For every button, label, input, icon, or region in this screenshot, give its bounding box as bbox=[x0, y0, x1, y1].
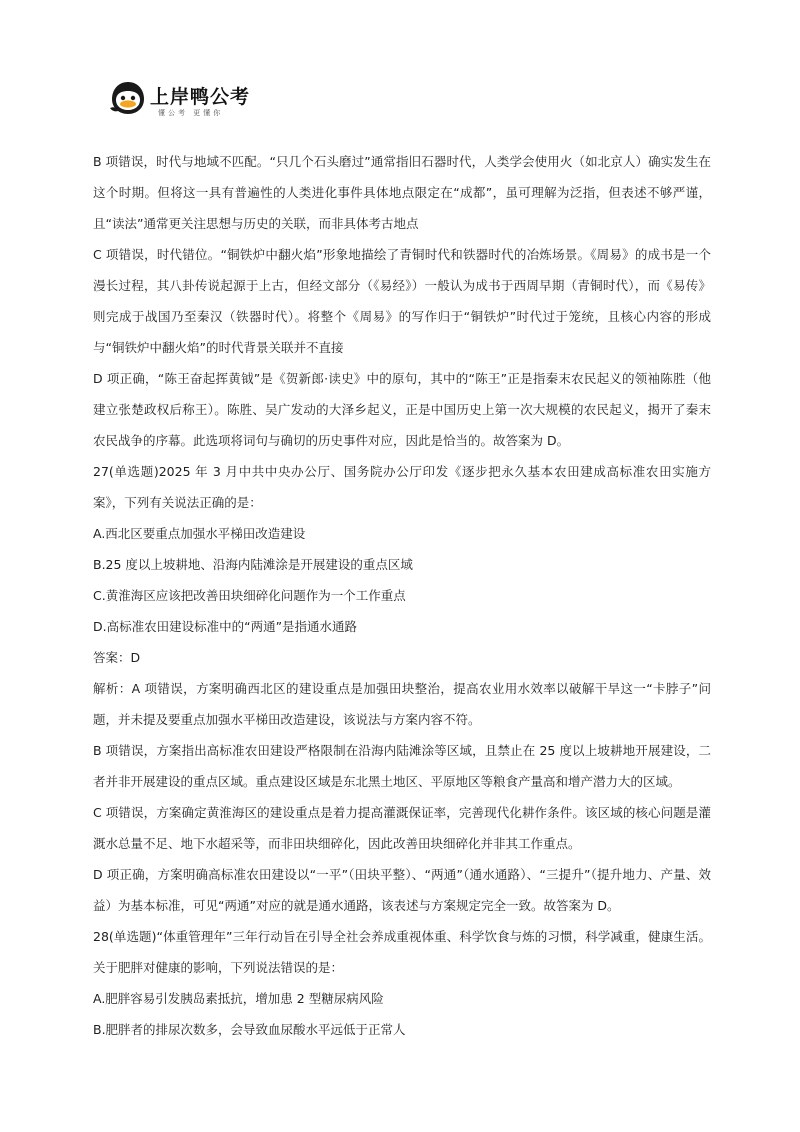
question-27-option-a: A.西北区要重点加强水平梯田改造建设 bbox=[93, 526, 306, 541]
analysis-option-b: B 项错误，时代与地域不匹配。“只几个石头磨过”通常指旧石器时代，人类学会使用火（如北京人）确实发生在这个时期。但将这一具有普遍性的人类进化事件具体地点限定在“成都”，虽可理解为泛指，但表述不够严谨，且“读法”通常更关注思想与历史的关联，而非具体考古地点 bbox=[93, 154, 711, 231]
question-27-analysis-a: 解析：A 项错误，方案明确西北区的建设重点是加强田块整治，提高农业用水效率以破解干旱这一“卡脖子”问题，并未提及要重点加强水平梯田改造建设，该说法与方案内容不符。 bbox=[93, 681, 711, 727]
question-27-option-d: D.高标准农田建设标准中的“两通”是指通水通路 bbox=[93, 619, 358, 634]
question-27-stem: 27(单选题)2025 年 3 月中共中央办公厅、国务院办公厅印发《逐步把永久基本农田建成高标准农田实施方案》，下列有关说法正确的是： bbox=[93, 464, 711, 510]
question-28-option-b: B.肥胖者的排尿次数多，会导致血尿酸水平远低于正常人 bbox=[93, 1022, 406, 1037]
question-27-analysis-c: C 项错误，方案确定黄淮海区的建设重点是着力提高灌溉保证率，完善现代化耕作条件。该区域的核心问题是灌溉水总量不足、地下水超采等，而非田块细碎化，因此改善田块细碎化并非其工作重点。 bbox=[93, 805, 711, 851]
brand-logo bbox=[108, 78, 258, 122]
analysis-option-d: D 项正确，“陈王奋起挥黄钺”是《贺新郎·读史》中的原句，其中的“陈王”正是指秦末农民起义的领袖陈胜（他建立张楚政权后称王）。陈胜、吴广发动的大泽乡起义，正是中国历史上第一次大规模的农民起义，揭开了秦末农民战争的序幕。此选项将词句与确切的历史事件对应，因此是恰当的。故答案为 D。 bbox=[93, 371, 711, 448]
logo-title: 上岸鸭公考 bbox=[150, 86, 251, 108]
logo-slogan: 懂公考 更懂你 bbox=[158, 109, 224, 117]
question-27-analysis-b: B 项错误，方案指出高标准农田建设严格限制在沿海内陆滩涂等区域，且禁止在 25 度以上坡耕地开展建设，二者并非开展建设的重点区域。重点建设区域是东北黑土地区、平原地区等粮食产量高和增产潜力大的区域。 bbox=[93, 743, 711, 789]
analysis-option-c: C 项错误，时代错位。“铜铁炉中翻火焰”形象地描绘了青铜时代和铁器时代的冶炼场景。《周易》的成书是一个漫长过程，其八卦传说起源于上古，但经文部分（《易经》）一般认为成书于西周早期（青铜时代），而《易传》则完成于战国乃至秦汉（铁器时代）。将整个《周易》的写作归于“铜铁炉”时代过于笼统，且核心内容的形成与“铜铁炉中翻火焰”的时代背景关联并不直接 bbox=[93, 247, 711, 355]
document-body bbox=[93, 146, 711, 1045]
question-27-option-c: C.黄淮海区应该把改善田块细碎化问题作为一个工作重点 bbox=[93, 588, 406, 603]
question-27-analysis-d: D 项正确，方案明确高标准农田建设以“一平”（田块平整）、“两通”（通水通路）、“三提升”（提升地力、产量、效益）为基本标准，可见“两通”对应的就是通水通路，该表述与方案规定完全一致。故答案为 D。 bbox=[93, 867, 711, 913]
question-27-option-b: B.25 度以上坡耕地、沿海内陆滩涂是开展建设的重点区域 bbox=[93, 557, 413, 572]
question-28-option-a: A.肥胖容易引发胰岛素抵抗，增加患 2 型糖尿病风险 bbox=[93, 991, 384, 1006]
question-28-stem: 28(单选题)“体重管理年”三年行动旨在引导全社会养成重视体重、科学饮食与炼的习惯，科学减重，健康生活。关于肥胖对健康的影响，下列说法错误的是： bbox=[93, 929, 711, 975]
duck-logo-icon bbox=[108, 78, 148, 118]
question-27-answer: 答案：D bbox=[93, 650, 141, 665]
